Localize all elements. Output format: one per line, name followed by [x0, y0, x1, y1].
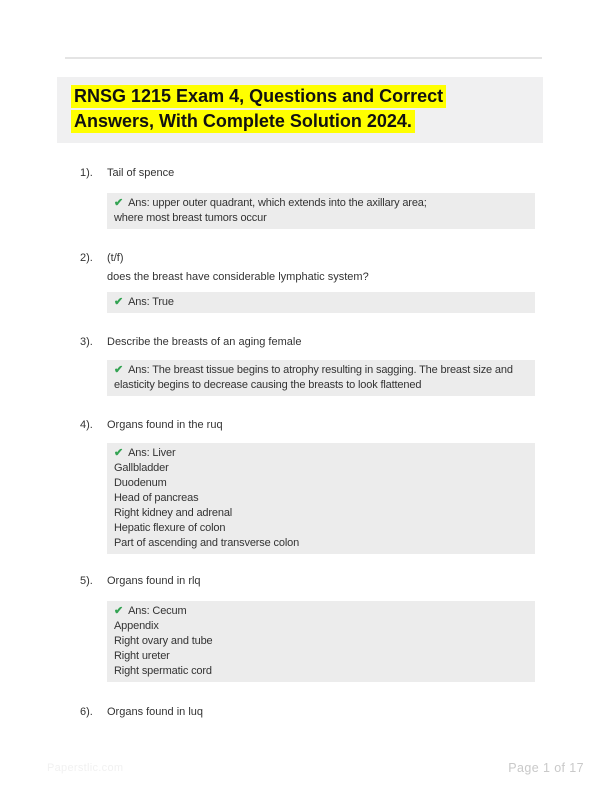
- answer-text-line: Right spermatic cord: [114, 665, 212, 677]
- answer-text-line: Head of pancreas: [114, 492, 199, 504]
- check-icon: ✔: [114, 447, 124, 459]
- document-title-line: [71, 84, 529, 109]
- question-text-line: Organs found in luq: [107, 706, 204, 718]
- answer-text-line: Right ureter: [114, 650, 170, 662]
- question-row: [80, 164, 550, 183]
- question-text-line: Organs found in the ruq: [107, 419, 223, 431]
- question-row: [80, 703, 550, 722]
- answer-box: [107, 443, 535, 554]
- question-text: [107, 572, 550, 591]
- question-text: [107, 164, 550, 183]
- document-title-line: [71, 109, 529, 134]
- question-text: [107, 416, 550, 435]
- answer-text: Ans: upper outer quadrant, which extends into the axillary area;: [128, 197, 427, 209]
- document-title-highlight: Answers, With Complete Solution 2024.: [71, 110, 415, 133]
- answer-text-line: Part of ascending and transverse colon: [114, 537, 300, 549]
- check-icon: ✔: [114, 296, 124, 308]
- watermark-text: Paperstlic.com: [47, 762, 124, 774]
- question-text-line: (t/f): [107, 252, 124, 264]
- answer-text-line: [114, 604, 528, 619]
- answer-text-line: Right ovary and tube: [114, 635, 213, 647]
- check-icon: ✔: [114, 605, 124, 617]
- question-text-line: Tail of spence: [107, 167, 175, 179]
- answer-text-line: Gallbladder: [114, 462, 169, 474]
- question-number: 3).: [80, 336, 93, 348]
- title-block: [57, 77, 543, 143]
- answer-text-line: Duodenum: [114, 477, 167, 489]
- question-number: 2).: [80, 252, 93, 264]
- question-row: [80, 572, 550, 591]
- answer-text-line: Hepatic flexure of colon: [114, 522, 226, 534]
- page-indicator: Page 1 of 17: [508, 761, 584, 775]
- answer-box: [107, 193, 535, 229]
- question-row: [80, 416, 550, 435]
- answer-text-line: Appendix: [114, 620, 159, 632]
- question-number: 4).: [80, 419, 93, 431]
- question-text: [107, 333, 550, 352]
- answer-text-line: Right kidney and adrenal: [114, 507, 233, 519]
- answer-text-line: [114, 196, 528, 211]
- question-text-line: Organs found in rlq: [107, 575, 201, 587]
- answer-text: Ans: Liver: [128, 447, 176, 459]
- question-text: [107, 249, 550, 287]
- answer-text-line: where most breast tumors occur: [114, 212, 267, 224]
- question-row: [80, 249, 550, 287]
- answer-text-line: elasticity begins to decrease causing the breasts to look flattened: [114, 379, 422, 391]
- question-text-line: does the breast have considerable lymphatic system?: [107, 271, 369, 283]
- answer-text: Ans: Cecum: [128, 605, 187, 617]
- answer-box: [107, 360, 535, 396]
- answer-text-line: [114, 295, 528, 310]
- question-text: [107, 703, 550, 722]
- check-icon: ✔: [114, 197, 124, 209]
- answer-text-line: [114, 363, 528, 378]
- answer-box: [107, 601, 535, 682]
- answer-text: Ans: True: [128, 296, 174, 308]
- question-number: 1).: [80, 167, 93, 179]
- question-text-line: Describe the breasts of an aging female: [107, 336, 302, 348]
- answer-text: Ans: The breast tissue begins to atrophy resulting in sagging. The breast size and: [128, 364, 513, 376]
- question-number: 5).: [80, 575, 93, 587]
- check-icon: ✔: [114, 364, 124, 376]
- answer-box: [107, 292, 535, 313]
- question-number: 6).: [80, 706, 93, 718]
- answer-text-line: [114, 446, 528, 461]
- top-divider-rule: [65, 57, 542, 59]
- question-row: [80, 333, 550, 352]
- document-title-highlight: RNSG 1215 Exam 4, Questions and Correct: [71, 85, 446, 108]
